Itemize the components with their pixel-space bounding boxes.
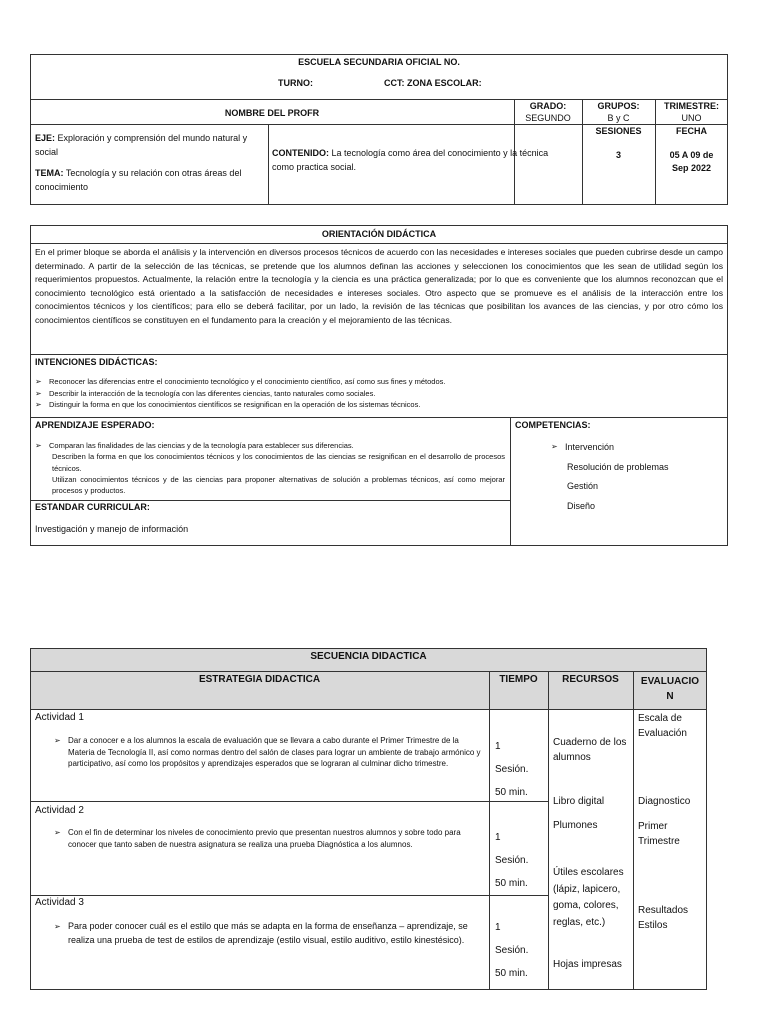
- eje-text: Exploración y comprensión del mundo natural y social: [35, 133, 248, 157]
- aprendizaje-title: APRENDIZAJE ESPERADO:: [35, 420, 155, 430]
- col-recursos: RECURSOS: [562, 674, 619, 685]
- contenido-text: La tecnología como área del conocimiento y la técnica como practica social.: [272, 148, 549, 172]
- tema-text: Tecnología y su relación con otras áreas del conocimiento: [35, 168, 242, 192]
- divider: [30, 124, 728, 125]
- intenciones-title: INTENCIONES DIDÁCTICAS:: [35, 357, 158, 367]
- aprendizaje-text-3: Utilizan conocimientos técnicos y de las ciencias para proponer alternativas de solución a problemas técnicos, así como mejorar procesos y productos.: [52, 474, 505, 496]
- recurso-item: Libro digital: [553, 796, 605, 807]
- arrow-bullet-icon: ➢: [35, 400, 42, 409]
- activity-tiempo: [495, 735, 528, 804]
- divider: [268, 124, 269, 205]
- recurso-item: Plumones: [553, 820, 598, 831]
- contenido-cell: [272, 147, 572, 174]
- trimestre-value: UNO: [681, 113, 702, 123]
- arrow-bullet-icon: ➢: [35, 377, 42, 386]
- recurso-item: Hojas impresas: [553, 959, 622, 970]
- intenciones-list: [35, 376, 715, 411]
- school-title: ESCUELA SECUNDARIA OFICIAL NO.: [298, 57, 460, 67]
- activity-tiempo: [495, 916, 528, 985]
- divider: [30, 99, 728, 100]
- activity-description: [54, 827, 484, 850]
- divider: [548, 671, 549, 990]
- evaluacion-item: Primer Trimestre: [638, 821, 680, 847]
- arrow-bullet-icon: ➢: [54, 922, 61, 931]
- sesiones-label: SESIONES: [595, 126, 642, 136]
- trimestre-label: TRIMESTRE:: [664, 101, 719, 111]
- arrow-bullet-icon: ➢: [54, 828, 61, 837]
- list-item: [35, 388, 715, 400]
- eje-cell: [35, 132, 265, 159]
- tiempo-minutes: 50 min.: [495, 878, 528, 889]
- evaluacion-item: Escala de Evaluación: [638, 713, 687, 739]
- tema-label: TEMA:: [35, 168, 64, 178]
- competencia-label: Intervención: [565, 442, 615, 452]
- fecha-value-1: 05 A 09 de: [669, 150, 714, 160]
- divider: [489, 671, 490, 990]
- activity-text: Con el fin de determinar los niveles de conocimiento previo que presentan nuestros alumnos y sobre todo para conocer que tanto saben de nuestra asignatura se realiza una prueba Diagnóstica a los alumnos.: [68, 828, 461, 849]
- list-item: Gestión: [567, 481, 599, 491]
- divider: [30, 895, 548, 896]
- grupos-value: B y C: [607, 113, 630, 123]
- cct-label: CCT: ZONA ESCOLAR:: [384, 78, 482, 88]
- evaluacion-item: Diagnostico: [638, 796, 691, 807]
- estandar-text: Investigación y manejo de información: [35, 524, 189, 534]
- col-evaluacion: [633, 674, 707, 704]
- tiempo-number: 1: [495, 741, 501, 752]
- divider: [633, 671, 634, 990]
- divider: [30, 243, 728, 244]
- fecha-label: FECHA: [676, 126, 707, 136]
- aprendizaje-text-2: Describen la forma en que los conocimientos técnicos y los conocimientos de las ciencias se resignifican en el desarrollo de procesos técnicos.: [52, 452, 505, 473]
- activity-title: Actividad 1: [35, 712, 84, 723]
- fecha-value-2: Sep 2022: [671, 163, 712, 173]
- activity-text: Dar a conocer e a los alumnos la escala de evaluación que se llevara a cabo durante el Primer Trimestre de la Materia de Tecnología II, así como normas dentro del salón de clases para lograr un ambiente de trabajo armónico y participativo, así como los propósitos y aprendizajes esperados que se lograran al culminar dicho trimestre.: [68, 736, 481, 769]
- sesiones-value: 3: [615, 150, 621, 160]
- eje-label: EJE:: [35, 133, 56, 143]
- evaluacion-item: Resultados Estilos: [638, 905, 689, 931]
- arrow-bullet-icon: ➢: [35, 388, 42, 398]
- activity-title: Actividad 2: [35, 805, 84, 816]
- tiempo-session: Sesión.: [495, 855, 529, 866]
- divider: [30, 354, 728, 355]
- col-evaluacion-line-2: N: [666, 691, 674, 702]
- list-item: [35, 440, 505, 451]
- estandar-title: ESTANDAR CURRICULAR:: [35, 502, 150, 512]
- col-estrategia: ESTRATEGIA DIDACTICA: [198, 674, 321, 685]
- intencion-text: Reconocer las diferencias entre el conocimiento tecnológico y el conocimiento científico, así como sus fines y métodos.: [49, 377, 446, 386]
- divider: [510, 417, 511, 546]
- recurso-item: Cuaderno de los alumnos: [553, 737, 627, 763]
- activity-description: [54, 920, 484, 947]
- divider: [30, 801, 548, 802]
- activity-tiempo: [495, 826, 528, 895]
- list-item: Diseño: [567, 500, 596, 511]
- tiempo-number: 1: [495, 832, 501, 843]
- list-item: [551, 442, 669, 462]
- tiempo-session: Sesión.: [495, 945, 529, 956]
- divider: [30, 500, 510, 501]
- activity-description: [54, 735, 484, 770]
- activity-text: Para poder conocer cuál es el estilo que más se adapta en la forma de enseñanza – aprendizaje, se realiza una prueba de test de estilos de aprendizaje (estilo visual, estilo auditivo, estilo kinestésico).: [68, 921, 468, 945]
- intencion-text: Distinguir la forma en que los conocimientos científicos se resignifican en la operación de los sistemas técnicos.: [49, 400, 421, 409]
- competencias-title: COMPETENCIAS:: [515, 420, 591, 430]
- list-item: [35, 376, 715, 388]
- tiempo-session: Sesión.: [495, 764, 529, 775]
- divider: [30, 709, 707, 710]
- activity-title: Actividad 3: [35, 897, 84, 908]
- secuencia-title: SECUENCIA DIDACTICA: [310, 651, 427, 662]
- competencias-list: [551, 442, 669, 520]
- grado-value: SEGUNDO: [525, 113, 571, 123]
- orientacion-text: En el primer bloque se aborda el análisis y la intervención en diversos procesos técnicos de acuerdo con las necesidades e intereses sociales que pueden cubrirse desde un campo determinado. A partir de la selección de las técnicas, se pretende que los alumnos definan las acciones y seleccionen los conocimientos que les sean de utilidad según los requerimientos propuestos. Actualmente, la relación entre la tecnología y la ciencia es una práctica generalizada; por lo que es conveniente que los alumnos reconozcan que el conocimiento tecnológico está orientado a la satisfacción de necesidades e intereses sociales. Otro aspecto que se promueve es el análisis de la interacción entre los conocimientos técnicos y los científicos; para ello se deberá facilitar, por un lado, la revisión de las técnicas que posibilitan los avances de las ciencias, y por otro cómo los conocimientos científicos se constituyen en el fundamento para la creación y el mejoramiento de las técnicas.: [35, 247, 723, 325]
- profr-label: NOMBRE DEL PROFR: [224, 108, 320, 118]
- divider: [30, 671, 707, 672]
- tiempo-number: 1: [495, 922, 501, 933]
- col-tiempo: TIEMPO: [499, 674, 538, 685]
- orientacion-title: ORIENTACIÓN DIDÁCTICA: [321, 229, 437, 239]
- list-item: [35, 399, 715, 411]
- arrow-bullet-icon: ➢: [551, 442, 558, 451]
- list-item: Resolución de problemas: [567, 461, 669, 472]
- arrow-bullet-icon: ➢: [35, 441, 42, 450]
- grado-label: GRADO:: [529, 101, 567, 111]
- divider: [30, 417, 728, 418]
- aprendizaje-bullet: Comparan las finalidades de las ciencias y de la tecnología para establecer sus diferencias.: [49, 441, 354, 450]
- tema-cell: [35, 167, 265, 194]
- turno-label: TURNO:: [278, 78, 313, 88]
- tiempo-minutes: 50 min.: [495, 787, 528, 798]
- contenido-label: CONTENIDO:: [272, 148, 329, 158]
- tiempo-minutes: 50 min.: [495, 968, 528, 979]
- arrow-bullet-icon: ➢: [54, 736, 61, 745]
- grupos-label: GRUPOS:: [597, 101, 640, 111]
- col-evaluacion-line-1: EVALUACIO: [640, 676, 700, 687]
- recurso-item: Útiles escolares (lápiz, lapicero, goma, colores, reglas, etc.): [553, 867, 624, 928]
- aprendizaje-body: [35, 440, 505, 496]
- intencion-text: Describir la interacción de la tecnología con las diferentes ciencias, tanto naturales como sociales.: [49, 388, 376, 398]
